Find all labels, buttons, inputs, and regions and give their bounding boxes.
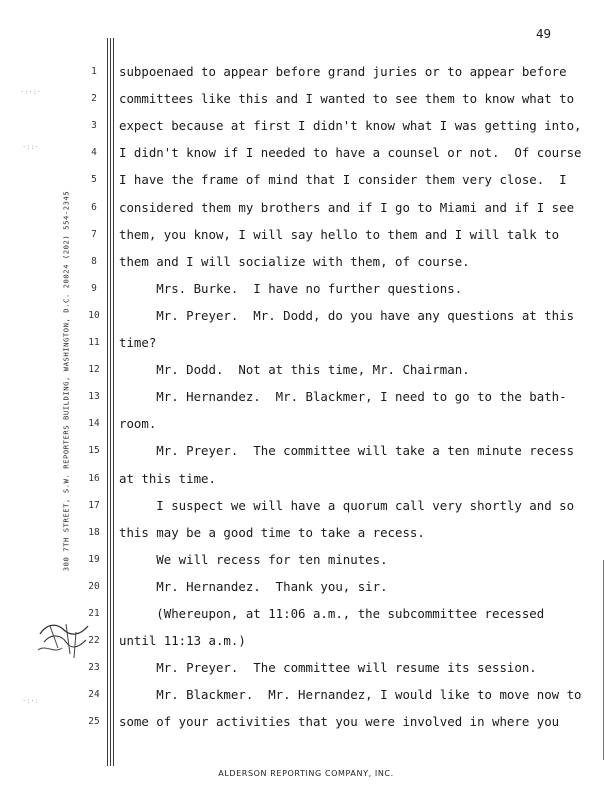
line-number: 12 xyxy=(88,364,100,376)
line-number: 22 xyxy=(88,635,100,647)
transcript-line: this may be a good time to take a recess. xyxy=(119,524,425,540)
transcript-line: I have the frame of mind that I consider them very close. I xyxy=(119,172,567,188)
line-number: 24 xyxy=(88,689,100,701)
reporting-company-footer: ALDERSON REPORTING COMPANY, INC. xyxy=(218,769,394,778)
line-number: 19 xyxy=(88,553,100,565)
transcript-line: Mr. Hernandez. Mr. Blackmer, I need to go to the bath- xyxy=(119,389,567,405)
scan-smudge: ·::· xyxy=(22,143,39,151)
line-number: 15 xyxy=(88,445,100,457)
transcript-line: Mr. Preyer. The committee will resume its session. xyxy=(119,660,537,676)
transcript-line: at this time. xyxy=(119,470,216,486)
line-number: 14 xyxy=(88,418,100,430)
scan-smudge: ·:·:· xyxy=(20,88,42,96)
line-number: 18 xyxy=(88,526,100,538)
transcript-line: some of your activities that you were involved in where you xyxy=(119,714,560,730)
line-number: 25 xyxy=(88,716,100,728)
transcript-line: considered them my brothers and if I go to Miami and if I see xyxy=(119,199,575,215)
line-number: 17 xyxy=(88,499,100,511)
transcript-line: Mrs. Burke. I have no further questions. xyxy=(119,280,463,296)
margin-rule xyxy=(110,38,111,766)
transcript-line: We will recess for ten minutes. xyxy=(119,551,388,567)
right-edge-rule xyxy=(603,560,604,760)
transcript-line: (Whereupon, at 11:06 a.m., the subcommittee recessed xyxy=(119,606,545,621)
line-number: 21 xyxy=(88,608,100,619)
reporter-address-text: 300 7TH STREET, S.W. REPORTERS BUILDING, WASHINGTON, D.C. 20024 (202) 554-2345 xyxy=(61,190,71,572)
line-number: 20 xyxy=(88,580,100,592)
line-number: 2 xyxy=(91,93,97,105)
line-number: 16 xyxy=(88,472,100,484)
transcript-line: Mr. Dodd. Not at this time, Mr. Chairman. xyxy=(119,362,470,378)
transcript-line: Mr. Preyer. Mr. Dodd, do you have any questions at this xyxy=(119,307,575,323)
margin-rule xyxy=(113,38,114,766)
line-number: 1 xyxy=(91,66,97,77)
transcript-line: them and I will socialize with them, of course. xyxy=(119,253,470,269)
transcript-line: expect because at first I didn't know what I was getting into, xyxy=(119,118,582,134)
transcript-line: them, you know, I will say hello to them and I will talk to xyxy=(119,226,560,242)
margin-rule xyxy=(107,38,108,766)
line-number: 23 xyxy=(88,662,100,674)
line-number: 8 xyxy=(91,255,97,267)
line-number: 13 xyxy=(88,391,100,403)
line-number: 9 xyxy=(91,282,97,294)
line-number: 11 xyxy=(88,337,100,348)
transcript-line: until 11:13 a.m.) xyxy=(119,633,246,649)
line-number: 3 xyxy=(91,120,97,132)
transcript-line: time? xyxy=(119,335,157,350)
reporter-address-sidebar xyxy=(56,156,76,606)
transcript-line: room. xyxy=(119,416,157,432)
line-number: 4 xyxy=(91,147,97,159)
transcript-line: committees like this and I wanted to see them to know what to xyxy=(119,91,575,107)
line-number: 6 xyxy=(91,201,97,213)
transcript-line: Mr. Preyer. The committee will take a ten minute recess xyxy=(119,443,575,459)
transcript-line: Mr. Hernandez. Thank you, sir. xyxy=(119,578,388,594)
line-number: 7 xyxy=(91,228,97,240)
transcript-line: Mr. Blackmer. Mr. Hernandez, I would like to move now to xyxy=(119,687,582,703)
line-number: 10 xyxy=(88,309,100,321)
transcript-line: subpoenaed to appear before grand juries or to appear before xyxy=(119,64,567,79)
transcript-line: I suspect we will have a quorum call very shortly and so xyxy=(119,497,575,513)
line-number: 5 xyxy=(91,174,97,186)
page-number: 49 xyxy=(536,26,552,41)
scan-smudge: ·:·: xyxy=(22,697,39,705)
transcript-line: I didn't know if I needed to have a counsel or not. Of course xyxy=(119,145,582,161)
